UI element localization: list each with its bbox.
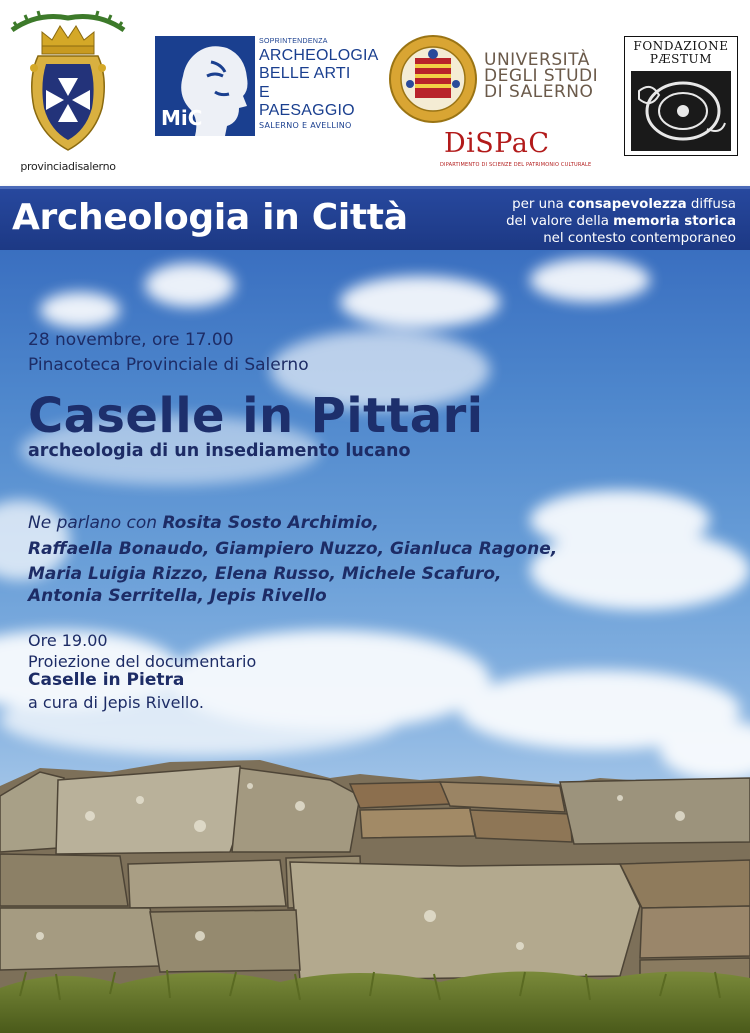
paestum-emblem-icon <box>625 69 737 155</box>
screening-curator: a cura di Jepis Rivello. <box>28 693 204 712</box>
tagline-text: per una <box>512 197 569 212</box>
unisa-line-1: UNIVERSITÀ <box>484 50 590 70</box>
unisa-text <box>484 52 598 100</box>
event-subtitle: archeologia di un insediamento lucano <box>28 441 411 461</box>
provincia-crest-icon <box>8 8 128 158</box>
tagline-line-1 <box>506 196 736 213</box>
tagline-emphasis: consapevolezza <box>568 197 687 212</box>
fondazione-paestum-logo <box>624 36 738 156</box>
mic-line-1: SOPRINTENDENZA <box>259 38 328 45</box>
tagline-line-2 <box>506 213 736 230</box>
series-tagline <box>506 196 736 247</box>
event-title: Caselle in Pittari <box>28 388 484 444</box>
dispac-subtitle: DIPARTIMENTO DI SCIENZE DEL PATRIMONIO CULTURALE <box>440 162 592 168</box>
event-date-time: 28 novembre, ore 17.00 <box>28 330 234 350</box>
dispac-name: DiSPaC <box>444 128 550 159</box>
unisa-logo <box>388 34 608 124</box>
series-title: Archeologia in Città <box>12 197 408 238</box>
screening-film-title: Caselle in Pietra <box>28 670 185 690</box>
tagline-text: del valore della <box>506 214 614 229</box>
tagline-emphasis: memoria storica <box>613 214 736 229</box>
speakers-line-1 <box>28 513 379 533</box>
speakers-line-3: Maria Luigia Rizzo, Elena Russo, Michele Scafuro, <box>28 564 502 584</box>
unisa-line-2: DEGLI STUDI <box>484 66 599 86</box>
mic-mark <box>155 36 255 136</box>
mic-line-2: ARCHEOLOGIA <box>259 47 379 64</box>
screening-description: Proiezione del documentario <box>28 652 257 671</box>
event-venue: Pinacoteca Provinciale di Salerno <box>28 355 309 375</box>
logo-strip <box>0 0 750 185</box>
provincia-caption: provinciadisalerno <box>20 160 116 173</box>
paestum-line-1: FONDAZIONE <box>633 39 729 53</box>
speakers-line-4: Antonia Serritella, Jepis Rivello <box>28 586 327 606</box>
dispac-logo <box>440 128 600 174</box>
stone-wall-illustration <box>0 756 750 1033</box>
mic-soprintendenza-logo <box>155 36 379 146</box>
mic-box-label: MiC <box>161 106 203 130</box>
mic-line-5: SALERNO E AVELLINO <box>259 121 352 130</box>
tagline-text: diffusa <box>686 197 736 212</box>
mic-line-3: BELLE ARTI <box>259 65 351 82</box>
speakers-line-2: Raffaella Bonaudo, Giampiero Nuzzo, Gianluca Ragone, <box>28 539 558 559</box>
title-band <box>0 186 750 253</box>
unisa-seal-icon <box>388 34 478 124</box>
speakers-intro: Ne parlano con <box>28 513 163 533</box>
tagline-line-3: nel contesto contemporaneo <box>543 231 736 246</box>
unisa-line-3: DI SALERNO <box>484 82 594 102</box>
paestum-line-2: PÆSTUM <box>649 52 713 66</box>
mic-line-4: E PAESAGGIO <box>259 84 355 119</box>
provincia-salerno-logo <box>8 8 128 178</box>
speakers-names: Rosita Sosto Archimio, <box>162 513 379 533</box>
screening-time: Ore 19.00 <box>28 631 108 650</box>
